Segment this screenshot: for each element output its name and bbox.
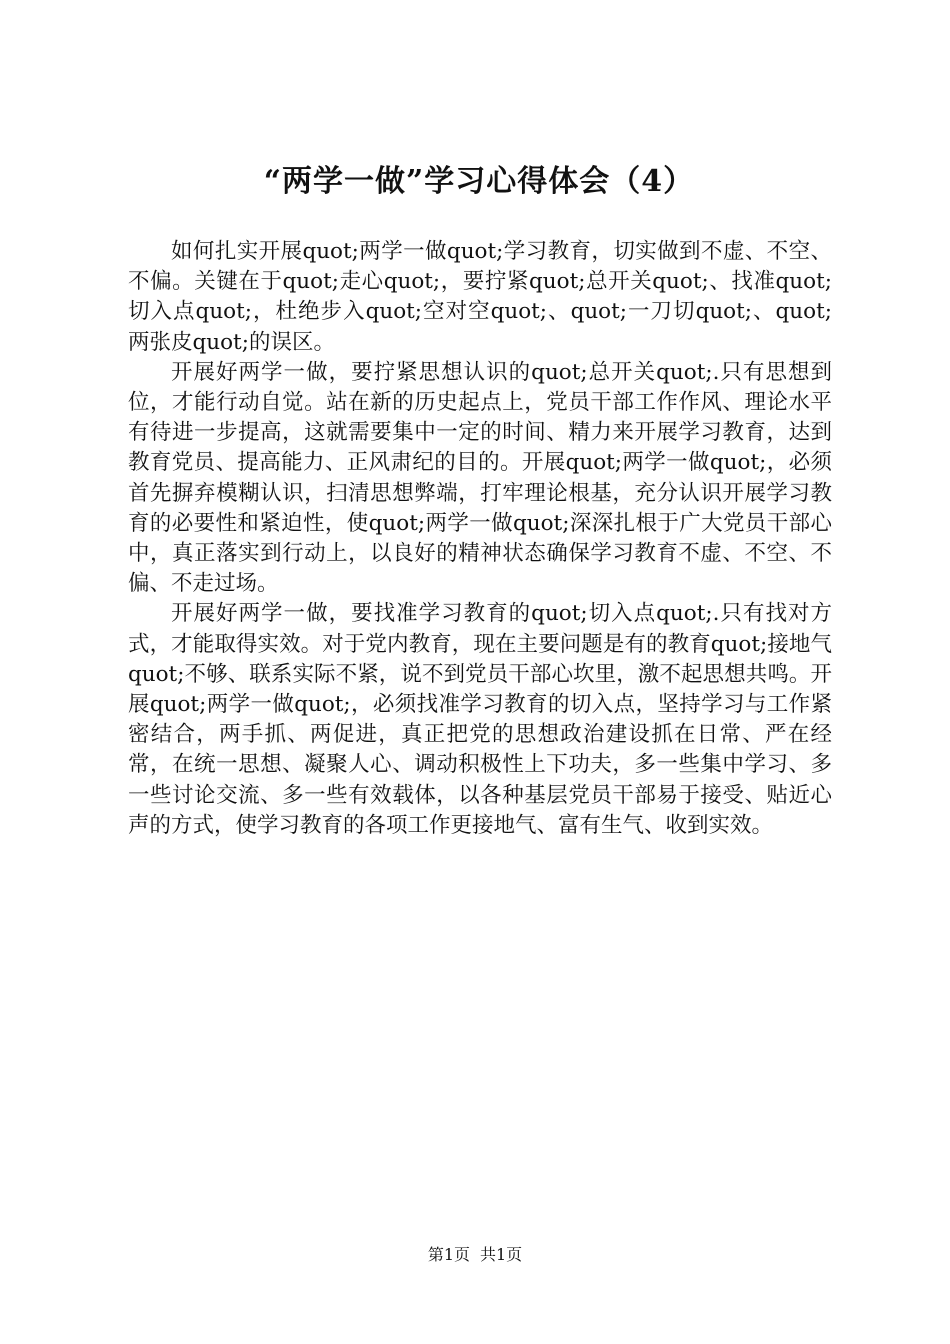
paragraph-3: 开展好两学一做，要找准学习教育的quot;切入点quot;.只有找对方式，才能取得实效。对于党内教育，现在主要问题是有的教育quot;接地气quot;不够、联系实际不紧，说不到党员干部心坎里，激不起思想共鸣。开展quot;两学一做quot;，必须找准学习教育的切入点，坚持学习与工作紧密结合，两手抓、两促进，真正把党的思想政治建设抓在日常、严在经常，在统一思想、凝聚人心、调动积极性上下功夫，多一些集中学习、多一些讨论交流、多一些有效载体，以各种基层党员干部易于接受、贴近心声的方式，使学习教育的各项工作更接地气、富有生气、收到实效。 bbox=[128, 601, 832, 838]
paragraph-2: 开展好两学一做，要拧紧思想认识的quot;总开关quot;.只有思想到位，才能行动自觉。站在新的历史起点上，党员干部工作作风、理论水平有待进一步提高，这就需要集中一定的时间、精力来开展学习教育，达到教育党员、提高能力、正风肃纪的目的。开展quot;两学一做quot;，必须首先摒弃模糊认识，扫清思想弊端，打牢理论根基，充分认识开展学习教育的必要性和紧迫性，使quot;两学一做quot;深深扎根于广大党员干部心中，真正落实到行动上，以良好的精神状态确保学习教育不虚、不空、不偏、不走过场。 bbox=[128, 359, 832, 597]
page-total: 共1页 bbox=[480, 1245, 523, 1264]
document-title: “两学一做”学习心得体会（4） bbox=[263, 164, 695, 199]
paragraph-1: 如何扎实开展quot;两学一做quot;学习教育，切实做到不虚、不空、不偏。关键在于quot;走心quot;，要拧紧quot;总开关quot;、找准quot;切入点quot;，杜绝步入quot;空对空quot;、quot;一刀切quot;、quot;两张皮quot;的误区。 bbox=[128, 239, 832, 355]
page-footer bbox=[0, 1244, 950, 1266]
document-body bbox=[128, 237, 832, 841]
page-number: 第1页 bbox=[427, 1245, 470, 1264]
